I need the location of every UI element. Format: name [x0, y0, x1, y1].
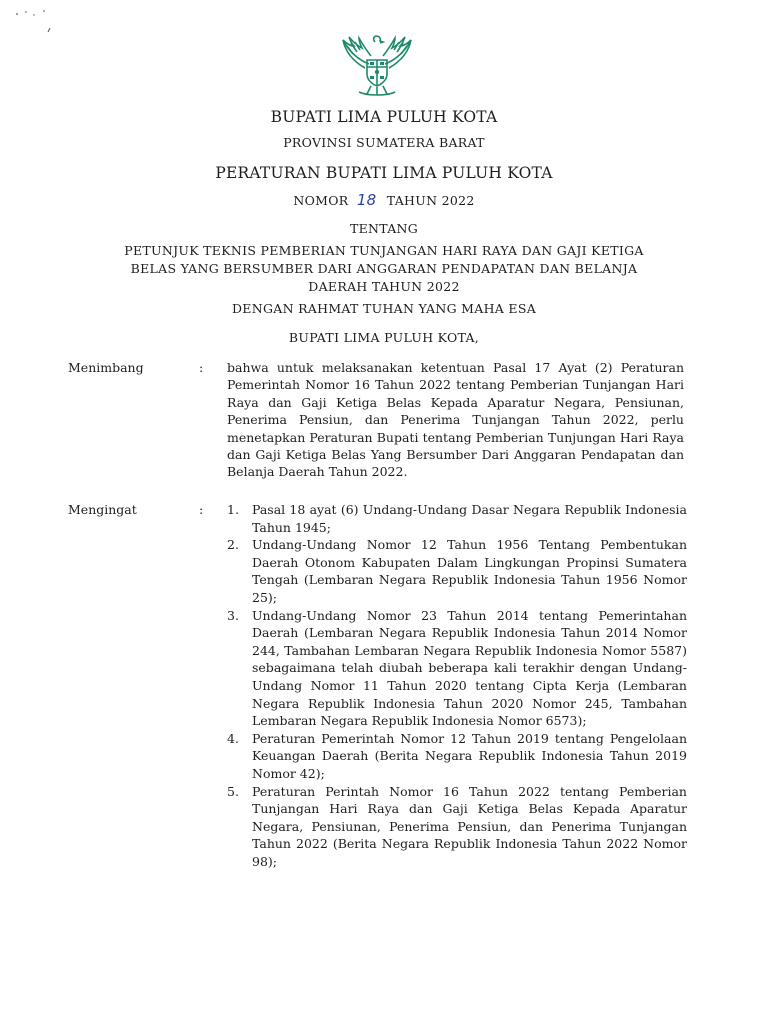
- list-item-text: Peraturan Pemerintah Nomor 12 Tahun 2019 tentang Pengelolaan Keuangan Daerah (Berita Negara Republik Indonesia Tahun 2019 Nomor 42);: [252, 730, 687, 781]
- province-name: PROVINSI SUMATERA BARAT: [283, 135, 485, 150]
- list-item: [225, 783, 687, 871]
- list-item-number: 3.: [227, 607, 239, 623]
- mengingat-label: Mengingat: [68, 502, 137, 517]
- subject-line: BELAS YANG BERSUMBER DARI ANGGARAN PENDAPATAN DAN BELANJA: [130, 261, 638, 276]
- list-item: [225, 501, 687, 536]
- list-item-text: Undang-Undang Nomor 23 Tahun 2014 tentang Pemerintahan Daerah (Lembaran Negara Republik Indonesia Tahun 2014 Nomor 244, Tambahan Lembaran Negara Republik Indonesia Nomor 5587) sebagaimana telah diubah beberapa kali terakhir dengan Undang-Undang Nomor 11 Tahun 2020 tentang Cipta Kerja (Lembaran Negara Republik Indonesia Tahun 2020 Nomor 245, Tambahan Lembaran Negara Republik Indonesia Nomor 6573);: [252, 607, 687, 729]
- menimbang-label: Menimbang: [68, 360, 144, 375]
- list-item-text: Undang-Undang Nomor 12 Tahun 1956 Tentang Pembentukan Daerah Otonom Kabupaten Dalam Lingkungan Propinsi Sumatera Tengah (Lembaran Negara Republik Indonesia Tahun 1956 Nomor 25);: [252, 537, 687, 605]
- number-year: TAHUN 2022: [386, 193, 475, 208]
- mengingat-colon: :: [199, 502, 204, 517]
- number-prefix: NOMOR: [293, 193, 349, 208]
- handwritten-number: 18: [356, 191, 377, 209]
- regent-title: BUPATI LIMA PULUH KOTA: [270, 108, 498, 126]
- about-heading: TENTANG: [349, 221, 419, 236]
- list-item-number: 5.: [227, 783, 239, 799]
- list-item: [225, 730, 687, 783]
- regulation-title: PERATURAN BUPATI LIMA PULUH KOTA: [215, 164, 553, 182]
- list-item-number: 2.: [227, 537, 239, 553]
- list-item: [225, 607, 687, 730]
- regulation-number: [0, 191, 768, 209]
- scan-specks: [14, 8, 64, 38]
- subject-line: DAERAH TAHUN 2022: [308, 279, 460, 294]
- regent-address: BUPATI LIMA PULUH KOTA,: [288, 330, 480, 345]
- list-item: [225, 536, 687, 606]
- menimbang-text: bahwa untuk melaksanakan ketentuan Pasal 17 Ayat (2) Peraturan Pemerintah Nomor 16 Tahun 2022 tentang Pemberian Tunjangan Hari Raya dan Gaji Ketiga Belas Kepada Aparatur Negara, Pensiunan, Penerima Pensiun, dan Penerima Tunjangan Tahun 2022, perlu menetapkan Peraturan Bupati tentang Pemberian Tunjungan Hari Raya dan Gaji Ketiga Belas Yang Bersumber Dari Anggaran Pendapatan dan Belanja Daerah Tahun 2022.: [227, 360, 684, 480]
- subject-line: PETUNJUK TEKNIS PEMBERIAN TUNJANGAN HARI RAYA DAN GAJI KETIGA: [124, 243, 644, 258]
- garuda-emblem-icon: [329, 34, 425, 98]
- list-item-number: 4.: [227, 730, 239, 746]
- preamble: DENGAN RAHMAT TUHAN YANG MAHA ESA: [231, 301, 537, 316]
- list-item-text: Pasal 18 ayat (6) Undang-Undang Dasar Negara Republik Indonesia Tahun 1945;: [252, 502, 687, 535]
- list-item-text: Peraturan Perintah Nomor 16 Tahun 2022 tentang Pemberian Tunjangan Hari Raya dan Gaji Ketiga Belas Kepada Aparatur Negara, Pensiunan, Penerima Pensiun, dan Penerima Tunjangan Tahun 2022 (Berita Negara Republik Indonesia Tahun 2022 Nomor 98);: [252, 783, 687, 869]
- regulation-subject: [0, 242, 768, 296]
- list-item-number: 1.: [227, 502, 239, 517]
- mengingat-list: [225, 501, 687, 870]
- menimbang-colon: :: [199, 360, 204, 375]
